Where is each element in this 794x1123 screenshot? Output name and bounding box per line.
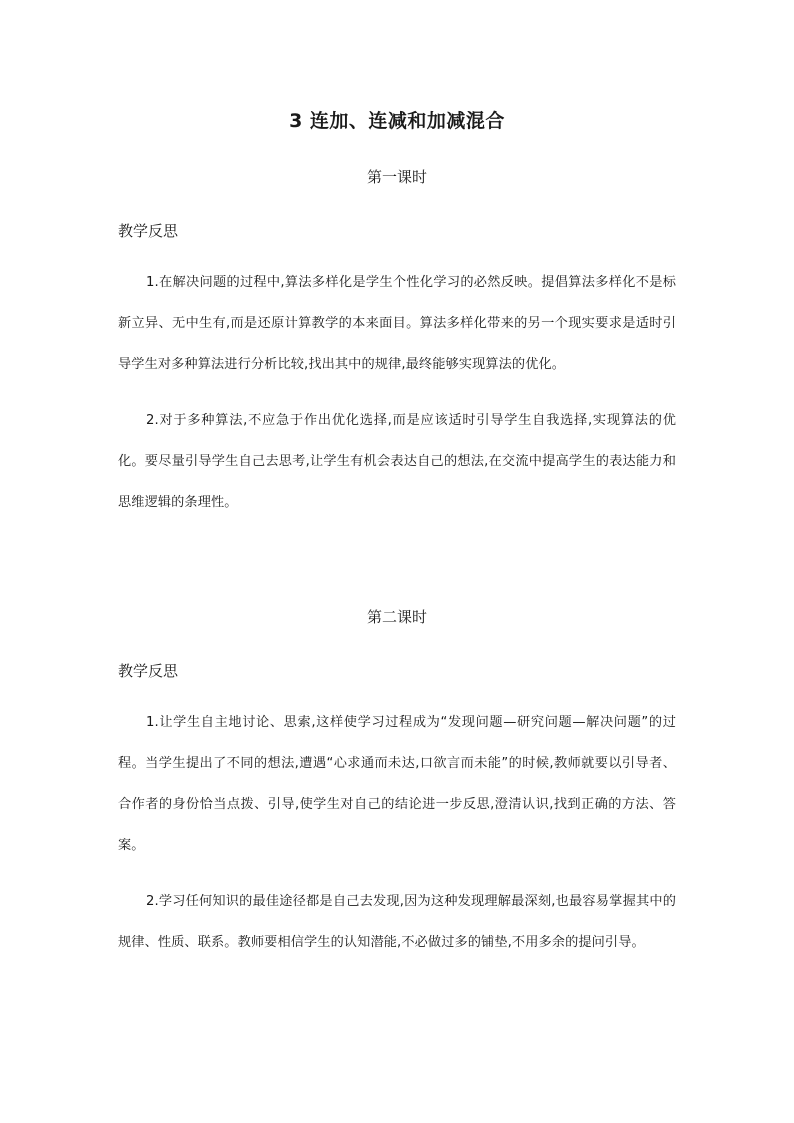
lesson-2-paragraph-2: 2.学习任何知识的最佳途径都是自己去发现,因为这种发现理解最深刻,也最容易掌握其中的规律、性质、联系。教师要相信学生的认知潜能,不必做过多的铺垫,不用多余的提问引导。: [118, 894, 676, 950]
lesson-1-heading: 教学反思: [118, 222, 179, 240]
lesson-2-paragraph-1: 1.让学生自主地讨论、思索,这样使学习过程成为“发现问题—研究问题—解决问题”的过程。当学生提出了不同的想法,遭遇“心求通而未达,口欲言而未能”的时候,教师就要以引导者、合作者的身份恰当点拨、引导,使学生对自己的结论进一步反思,澄清认识,找到正确的方法、答案。: [118, 715, 676, 853]
lesson-1-paragraph-1: 1.在解决问题的过程中,算法多样化是学生个性化学习的必然反映。提倡算法多样化不是标新立异、无中生有,而是还原计算教学的本来面目。算法多样化带来的另一个现实要求是适时引导学生对多种算法进行分析比较,找出其中的规律,最终能够实现算法的优化。: [118, 275, 676, 372]
lesson-1-title: 第一课时: [366, 168, 427, 186]
document-title: 3 连加、连减和加减混合: [289, 110, 505, 132]
lesson-1-paragraph-2: 2.对于多种算法,不应急于作出优化选择,而是应该适时引导学生自我选择,实现算法的优化。要尽量引导学生自己去思考,让学生有机会表达自己的想法,在交流中提高学生的表达能力和思维逻辑的条理性。: [118, 413, 676, 510]
lesson-2-title: 第二课时: [366, 608, 427, 626]
lesson-2-heading: 教学反思: [118, 662, 179, 680]
